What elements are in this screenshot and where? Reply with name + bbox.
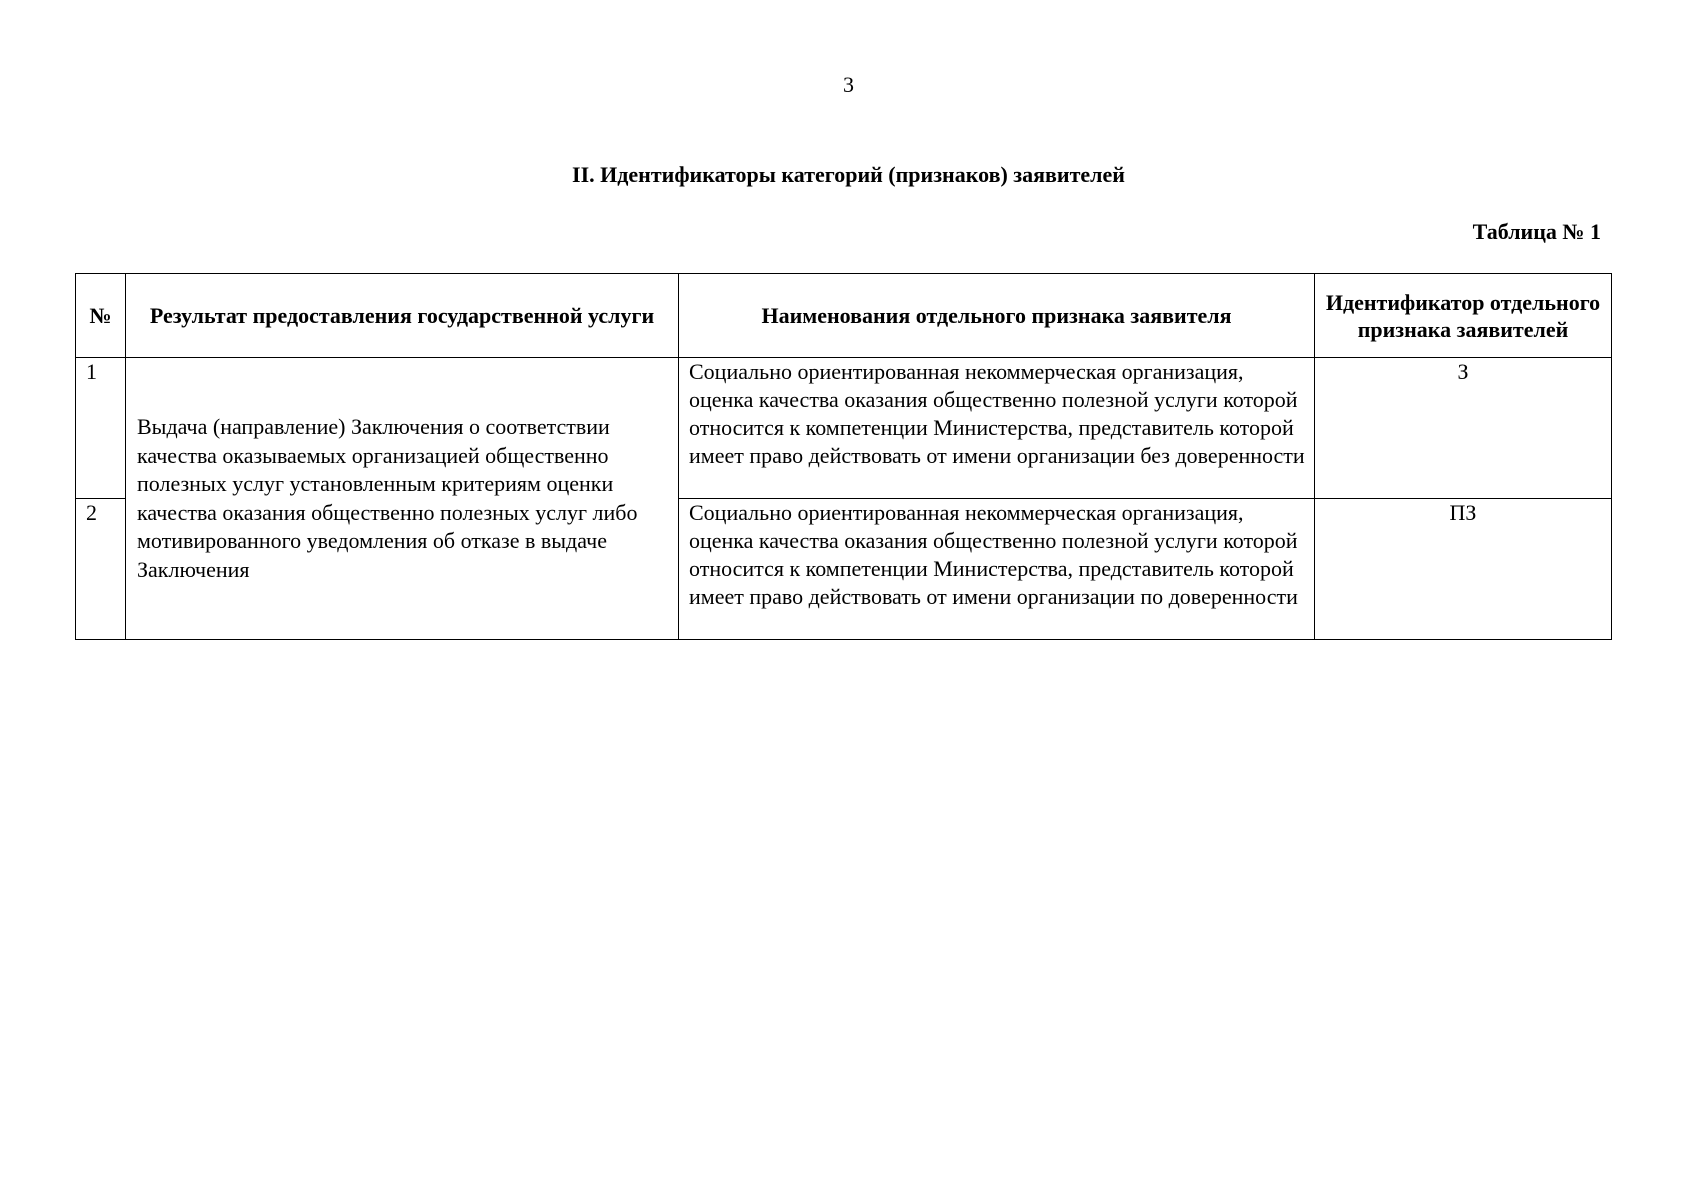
service-result-cell (126, 358, 679, 640)
row-number: 1 (76, 358, 126, 499)
feature-identifier-cell: З (1315, 358, 1612, 499)
service-result-text: Выдача (направление) Заключения о соответствии качества оказываемых организацией общественно полезных услуг установленным критериям оценки качества оказания общественно полезных услуг либо мотивированного уведомления об отказе в выдаче Заключения (137, 414, 638, 582)
table-caption: Таблица № 1 (1472, 219, 1601, 244)
header-service-result: Результат предоставления государственной услуги (126, 274, 679, 358)
header-feature-identifier: Идентификатор отдельного признака заявителей (1315, 274, 1612, 358)
header-number: № (76, 274, 126, 358)
applicant-feature-cell: Социально ориентированная некоммерческая организация, оценка качества оказания общественно полезной услуги которой относится к компетенции Министерства, представитель которой имеет право действовать от имени организации по доверенности (679, 499, 1315, 640)
applicant-identifiers-table (75, 273, 1612, 640)
page-number: 3 (843, 72, 854, 97)
table-row (76, 358, 1612, 499)
applicant-feature-cell: Социально ориентированная некоммерческая организация, оценка качества оказания общественно полезной услуги которой относится к компетенции Министерства, представитель которой имеет право действовать от имени организации без доверенности (679, 358, 1315, 499)
row-number: 2 (76, 499, 126, 640)
section-title: II. Идентификаторы категорий (признаков) заявителей (572, 162, 1125, 187)
feature-identifier-cell: ПЗ (1315, 499, 1612, 640)
table-header-row (76, 274, 1612, 358)
header-applicant-feature: Наименования отдельного признака заявителя (679, 274, 1315, 358)
